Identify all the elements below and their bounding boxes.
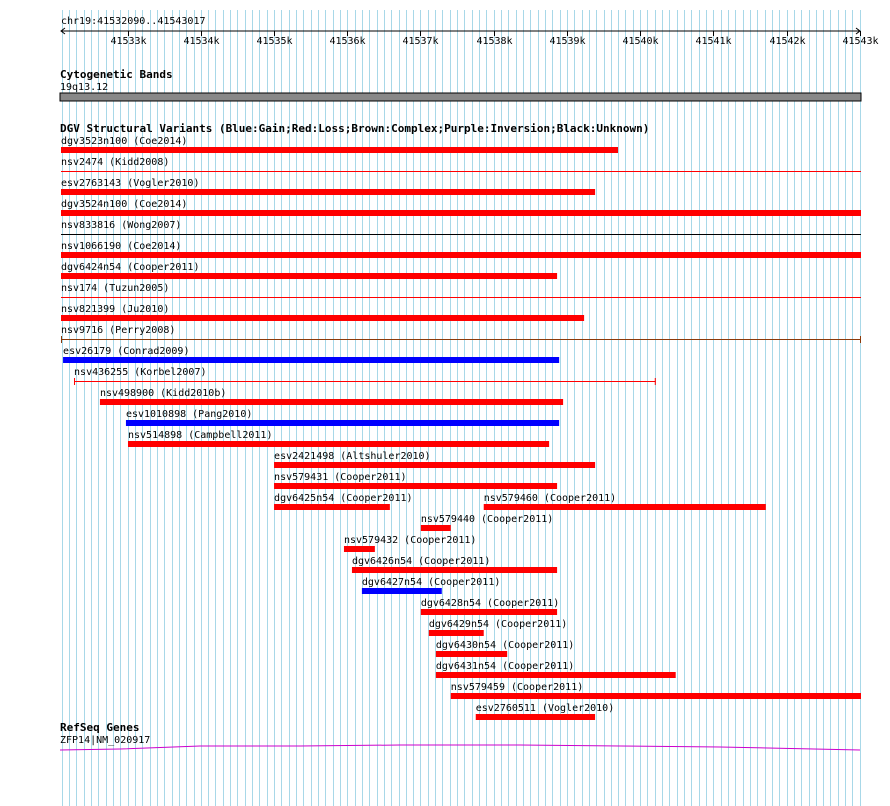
cytoband-track — [60, 68, 861, 101]
dgv-feature-bar[interactable] — [352, 567, 557, 573]
cytoband-label: 19q13.12 — [60, 82, 109, 93]
dgv-feature-label: esv1010898 (Pang2010) — [125, 409, 253, 420]
dgv-feature-end-cap — [860, 336, 861, 343]
cytoband-track-title: Cytogenetic Bands — [60, 68, 173, 81]
dgv-feature-end-cap — [655, 378, 656, 385]
dgv-feature-label: dgv3523n100 (Coe2014) — [61, 136, 188, 147]
refseq-gene-label: ZFP14|NM_020917 — [60, 735, 151, 746]
dgv-feature-bar[interactable] — [451, 693, 861, 699]
dgv-feature-bar[interactable] — [344, 546, 375, 552]
dgv-feature-bar[interactable] — [436, 651, 507, 657]
dgv-feature-label: nsv579440 (Cooper2011) — [420, 514, 554, 525]
dgv-feature-label: esv2421498 (Altshuler2010) — [274, 451, 431, 462]
dgv-feature-bar[interactable] — [61, 297, 861, 298]
dgv-feature-bar[interactable] — [421, 609, 557, 615]
dgv-feature-label: nsv579459 (Cooper2011) — [450, 682, 584, 693]
dgv-feature-bar[interactable] — [61, 234, 861, 235]
dgv-feature-bar[interactable] — [61, 273, 557, 279]
dgv-feature-label: nsv436255 (Korbel2007) — [74, 367, 207, 378]
dgv-feature-bar[interactable] — [61, 171, 861, 172]
dgv-feature[interactable] — [61, 241, 861, 258]
ruler-tick-label: 41536k — [329, 36, 366, 47]
dgv-feature-label: dgv6426n54 (Cooper2011) — [351, 556, 491, 567]
dgv-feature-label: dgv6431n54 (Cooper2011) — [435, 661, 575, 672]
dgv-feature[interactable] — [274, 472, 557, 489]
ruler-tick-label: 41543k — [842, 36, 879, 47]
dgv-feature-bar[interactable] — [421, 525, 451, 531]
dgv-feature-label: nsv514898 (Campbell2011) — [127, 430, 273, 441]
cytoband-bar[interactable] — [60, 93, 861, 101]
dgv-feature[interactable] — [61, 304, 584, 321]
dgv-feature-bar[interactable] — [274, 462, 595, 468]
dgv-feature[interactable] — [421, 514, 553, 531]
dgv-feature-bar[interactable] — [100, 399, 563, 405]
dgv-feature-label: dgv6425n54 (Cooper2011) — [274, 493, 413, 504]
dgv-feature-label: nsv2474 (Kidd2008) — [61, 157, 170, 168]
dgv-feature[interactable] — [61, 220, 861, 235]
ruler — [61, 16, 879, 47]
dgv-feature-label: dgv6430n54 (Cooper2011) — [435, 640, 575, 651]
dgv-feature-label: nsv833816 (Wong2007) — [61, 220, 182, 231]
dgv-feature-bar[interactable] — [61, 315, 584, 321]
dgv-feature-bar[interactable] — [484, 504, 766, 510]
dgv-feature-start-cap — [74, 378, 75, 385]
dgv-feature-bar[interactable] — [61, 210, 861, 216]
dgv-feature-bar[interactable] — [274, 504, 390, 510]
dgv-feature-bar[interactable] — [362, 588, 442, 594]
dgv-feature-label: dgv6424n54 (Cooper2011) — [61, 262, 200, 273]
dgv-feature[interactable] — [484, 493, 766, 510]
dgv-feature-label: nsv498900 (Kidd2010b) — [99, 388, 227, 399]
dgv-feature-bar[interactable] — [74, 381, 656, 382]
dgv-feature[interactable] — [61, 283, 861, 298]
dgv-feature-label: nsv9716 (Perry2008) — [61, 325, 176, 336]
dgv-feature-label: esv26179 (Conrad2009) — [63, 346, 190, 357]
dgv-feature[interactable] — [61, 136, 618, 153]
dgv-feature[interactable] — [61, 157, 861, 172]
dgv-feature-bar[interactable] — [61, 252, 861, 258]
dgv-feature[interactable] — [61, 325, 861, 343]
ruler-tick-label: 41540k — [622, 36, 659, 47]
dgv-feature[interactable] — [61, 199, 861, 216]
dgv-feature-label: esv2760511 (Vogler2010) — [475, 703, 615, 714]
dgv-feature-label: nsv821399 (Ju2010) — [61, 304, 170, 315]
dgv-feature-bar[interactable] — [476, 714, 595, 720]
ruler-tick-label: 41534k — [183, 36, 220, 47]
dgv-track-title: DGV Structural Variants (Blue:Gain;Red:Loss;Brown:Complex;Purple:Inversion;Black:Unknown) — [60, 122, 650, 135]
ruler-tick-label: 41538k — [476, 36, 513, 47]
dgv-feature-bar[interactable] — [61, 189, 595, 195]
dgv-feature-bar[interactable] — [61, 339, 861, 340]
dgv-feature[interactable] — [421, 598, 559, 615]
dgv-feature[interactable] — [61, 178, 595, 195]
dgv-feature-bar[interactable] — [274, 483, 557, 489]
dgv-feature[interactable] — [352, 556, 557, 573]
dgv-track — [60, 122, 861, 720]
ruler-tick-label: 41539k — [549, 36, 586, 47]
dgv-feature-label: nsv579431 (Cooper2011) — [274, 472, 407, 483]
dgv-feature[interactable] — [436, 640, 574, 657]
dgv-feature-label: nsv579432 (Cooper2011) — [343, 535, 477, 546]
ruler-tick-label: 41542k — [769, 36, 806, 47]
ruler-tick-label: 41533k — [110, 36, 147, 47]
dgv-feature-label: dgv6429n54 (Cooper2011) — [428, 619, 568, 630]
dgv-feature[interactable] — [274, 451, 595, 468]
dgv-feature-bar[interactable] — [63, 357, 559, 363]
dgv-feature-bar[interactable] — [128, 441, 549, 447]
position-label: chr19:41532090..41543017 — [61, 16, 206, 27]
dgv-feature-bar[interactable] — [61, 147, 618, 153]
dgv-feature-bar[interactable] — [429, 630, 484, 636]
ruler-tick-label: 41535k — [256, 36, 293, 47]
dgv-feature-bar[interactable] — [126, 420, 559, 426]
dgv-feature-label: dgv6428n54 (Cooper2011) — [420, 598, 560, 609]
refseq-track-title: RefSeq Genes — [60, 721, 140, 734]
ruler-tick-label: 41541k — [695, 36, 732, 47]
dgv-feature-label: nsv1066190 (Coe2014) — [61, 241, 182, 252]
dgv-feature[interactable] — [74, 367, 656, 385]
ruler-tick-label: 41537k — [402, 36, 439, 47]
dgv-feature-label: nsv174 (Tuzun2005) — [61, 283, 170, 294]
dgv-feature-bar[interactable] — [436, 672, 676, 678]
dgv-feature[interactable] — [128, 430, 549, 447]
dgv-feature-label: esv2763143 (Vogler2010) — [61, 178, 200, 189]
dgv-feature[interactable] — [61, 262, 557, 279]
dgv-feature[interactable] — [436, 661, 676, 678]
dgv-feature-label: nsv579460 (Cooper2011) — [483, 493, 617, 504]
dgv-feature-label: dgv6427n54 (Cooper2011) — [361, 577, 501, 588]
dgv-feature-label: dgv3524n100 (Coe2014) — [61, 199, 188, 210]
dgv-feature[interactable] — [100, 388, 563, 405]
dgv-feature[interactable] — [429, 619, 567, 636]
dgv-feature-start-cap — [61, 336, 62, 343]
dgv-feature[interactable] — [476, 703, 614, 720]
dgv-feature[interactable] — [344, 535, 476, 552]
